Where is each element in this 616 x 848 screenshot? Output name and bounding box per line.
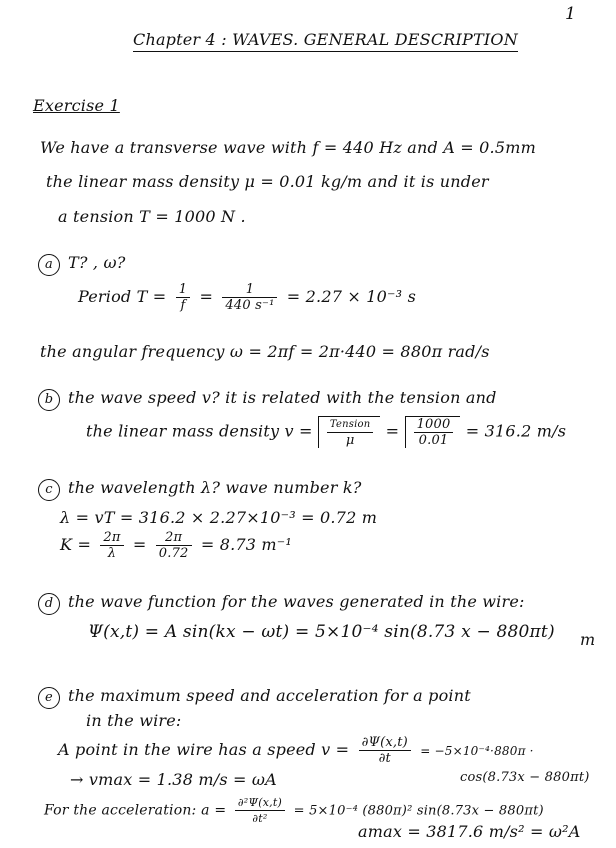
- acceleration-derivative-num: ∂²Ψ(x,t): [235, 795, 285, 811]
- speed-derivative-den: ∂t: [378, 751, 391, 766]
- exercise-title: Exercise 1: [33, 96, 120, 115]
- page-number: 1: [565, 4, 577, 24]
- part-a-marker: a: [38, 254, 60, 276]
- part-c-line-1: [38, 478, 362, 501]
- part-e-marker: e: [38, 687, 60, 709]
- chapter-title: Chapter 4 : WAVES. GENERAL DESCRIPTION: [133, 30, 518, 52]
- period-result: = 2.27 × 10⁻³ s: [286, 287, 416, 306]
- amax-line: amax = 3817.6 m/s² = ω²A: [358, 822, 581, 841]
- k-label: K =: [60, 535, 92, 554]
- part-d-line-1: [38, 592, 525, 615]
- k-fraction-2-den: 0.72: [158, 546, 189, 561]
- period-line: Period T = $\frac{1}{f}$ = $\frac{1}{\text{440 s⁻¹}}$ = 2.27 × 10⁻³ s: [78, 282, 416, 313]
- part-e-line-1: [38, 686, 471, 709]
- wave-number-line: K = $\frac{2\pi}{\lambda}$ = $\frac{2\pi}{0.72}$ = 8.73 m⁻¹: [60, 530, 293, 561]
- part-b-line-2: the linear mass density v = $\frac{\text{Tension}}{\mu}$ = $\frac{1000}{0.01}$ = 316.2 m/s: [86, 417, 567, 448]
- part-a-question: T? , ω?: [68, 253, 126, 272]
- part-d-text-1: the wave function for the waves generated in the wire:: [68, 592, 525, 611]
- angular-frequency-line: the angular frequency ω = 2πf = 2π·440 = 880π rad/s: [40, 342, 490, 361]
- period-fraction-2-den: 440 s⁻¹: [225, 298, 275, 313]
- intro-line-3: a tension T = 1000 N .: [58, 207, 246, 226]
- acceleration-derivative-den: ∂t²: [252, 812, 268, 825]
- part-e-text-2: in the wire:: [86, 711, 182, 730]
- wave-function-unit: m: [580, 630, 596, 649]
- k-result: = 8.73 m⁻¹: [200, 535, 293, 554]
- k-fraction-2: [156, 530, 192, 561]
- value-sqrt-den: 0.01: [418, 433, 449, 448]
- value-sqrt: [405, 416, 461, 448]
- intro-line-2: the linear mass density μ = 0.01 kg/m and it is under: [46, 172, 489, 191]
- speed-line: [58, 735, 534, 766]
- period-fraction-2: [222, 282, 277, 313]
- speed-text: A point in the wire has a speed v =: [58, 740, 350, 759]
- k-fraction-1-den: λ: [107, 546, 117, 561]
- part-b-text-2: the linear mass density v =: [86, 421, 313, 441]
- wave-speed-result: = 316.2 m/s: [465, 421, 567, 441]
- acceleration-text: For the acceleration: a =: [44, 802, 227, 819]
- tension-sqrt-den: μ: [345, 433, 355, 448]
- part-c-text-1: the wavelength λ? wave number k?: [68, 478, 362, 497]
- acceleration-rhs: = 5×10⁻⁴ (880π)² sin(8.73x − 880πt): [293, 803, 544, 819]
- tension-sqrt: [318, 416, 380, 448]
- period-label: Period T =: [78, 287, 167, 306]
- part-e-text-1: the maximum speed and acceleration for a point: [68, 686, 471, 705]
- period-fraction-2-num: 1: [222, 282, 277, 298]
- k-fraction-1: [100, 530, 123, 561]
- part-b-marker: b: [38, 389, 60, 411]
- part-b-text-1: the wave speed v? it is related with the tension and: [68, 388, 497, 407]
- wave-function-line: Ψ(x,t) = A sin(kx − ωt) = 5×10⁻⁴ sin(8.73 x − 880πt): [88, 622, 555, 642]
- wavelength-line: λ = vT = 316.2 × 2.27×10⁻³ = 0.72 m: [60, 508, 378, 527]
- part-d-marker: d: [38, 593, 60, 615]
- speed-cos-line: cos(8.73x − 880πt): [460, 770, 590, 785]
- acceleration-derivative: [235, 795, 285, 826]
- speed-rhs: = −5×10⁻⁴·880π ·: [420, 744, 534, 758]
- period-fraction-1-num: 1: [176, 282, 190, 298]
- speed-derivative: [359, 735, 411, 766]
- tension-sqrt-num: Tension: [327, 417, 373, 433]
- intro-line-1: We have a transverse wave with f = 440 Hz and A = 0.5mm: [40, 138, 536, 157]
- part-b-line-1: [38, 388, 497, 411]
- part-a-question-line: [38, 253, 126, 276]
- speed-derivative-num: ∂Ψ(x,t): [359, 735, 411, 751]
- period-fraction-1-den: f: [180, 298, 186, 313]
- part-c-marker: c: [38, 479, 60, 501]
- k-fraction-1-num: 2π: [100, 530, 123, 546]
- period-fraction-1: [176, 282, 190, 313]
- k-fraction-2-num: 2π: [156, 530, 192, 546]
- value-sqrt-num: 1000: [414, 417, 454, 433]
- vmax-line: → vmax = 1.38 m/s = ωA: [70, 770, 277, 789]
